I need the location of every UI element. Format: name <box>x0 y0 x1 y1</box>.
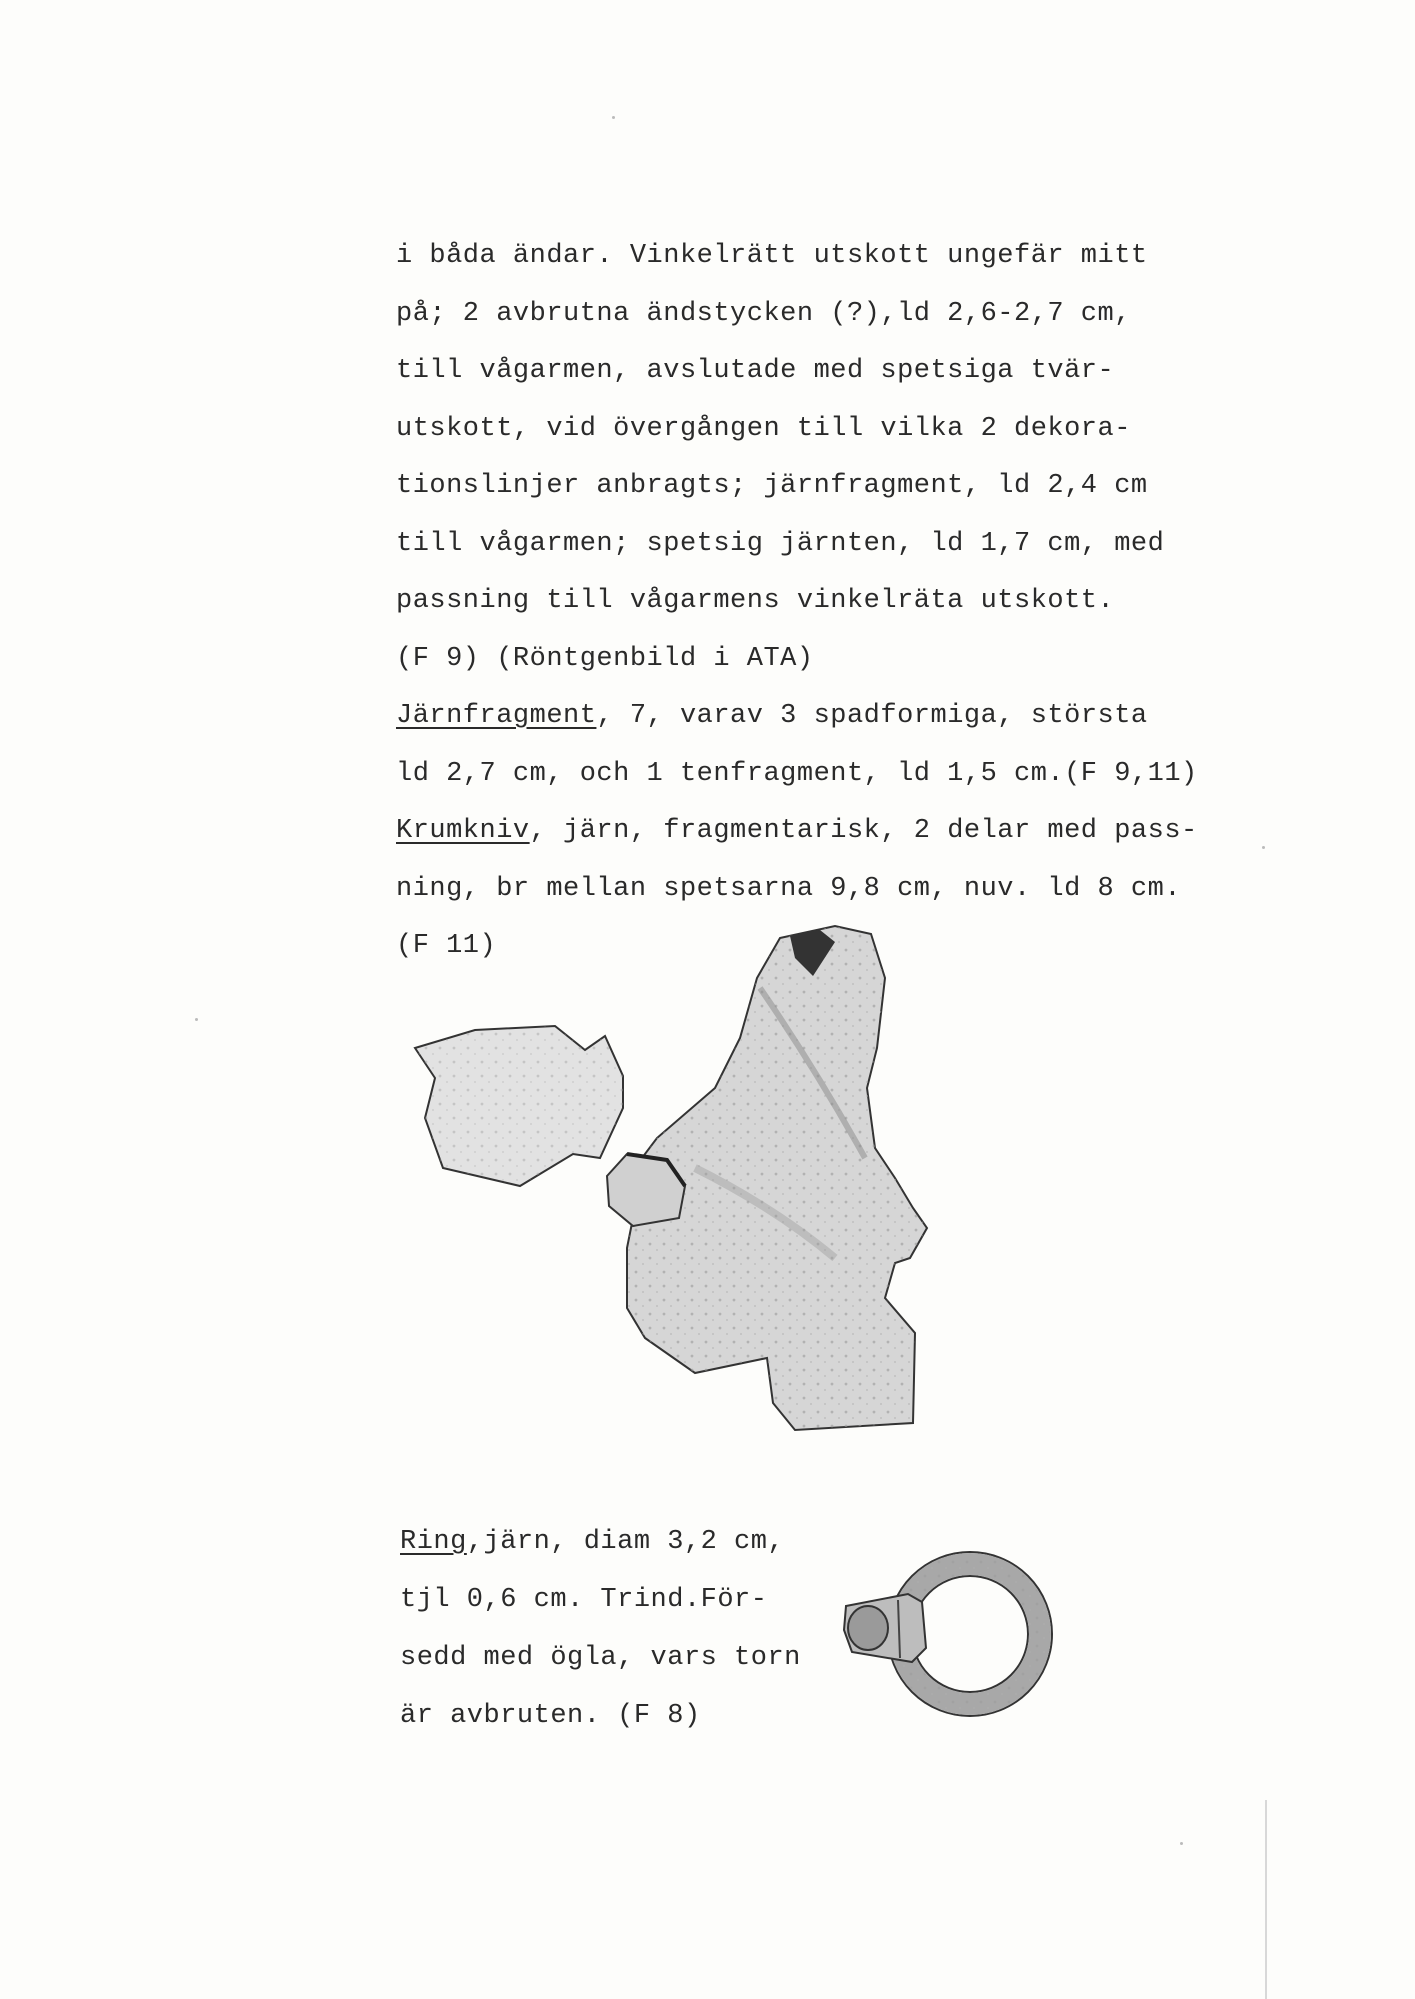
entry-term: Järnfragment <box>396 701 597 731</box>
entry-text: ,järn, diam 3,2 cm, <box>466 1527 785 1557</box>
ring-line <box>400 1513 840 1571</box>
entry-term: Ring <box>400 1527 467 1557</box>
entry-term: Krumkniv <box>396 816 530 846</box>
ring-drawing <box>838 1530 1068 1745</box>
main-text <box>396 228 1236 976</box>
text-line: tionslinjer anbragts; järnfragment, ld 2,4 cm <box>396 471 1148 501</box>
text-line: ning, br mellan spetsarna 9,8 cm, nuv. ld 8 cm. <box>396 873 1182 904</box>
paper-speck <box>612 116 615 119</box>
jarnfragment-entry <box>396 688 1236 746</box>
text-line: (F 9) (Röntgenbild i ATA) <box>396 643 814 674</box>
entry-text: , 7, varav 3 spadformiga, största <box>596 701 1148 731</box>
paper-speck <box>195 1018 198 1021</box>
text-line: till vågarmen, avslutade med spetsiga tvär- <box>396 356 1115 386</box>
krumkniv-drawing <box>395 918 1075 1466</box>
text-line: till vågarmen; spetsig järnten, ld 1,7 cm, med <box>396 528 1165 559</box>
krumkniv-entry <box>396 803 1236 861</box>
text-line: på; 2 avbrutna ändstycken (?),ld 2,6-2,7 cm, <box>396 298 1131 329</box>
text-line: utskott, vid övergången till vilka 2 dekora- <box>396 413 1131 444</box>
text-line: i båda ändar. Vinkelrätt utskott ungefär mitt <box>396 241 1148 271</box>
text-line: är avbruten. (F 8) <box>400 1701 701 1731</box>
text-line: sedd med ögla, vars torn <box>400 1643 801 1673</box>
paper-edge-mark <box>1265 1800 1267 1999</box>
ring-entry <box>400 1513 840 1745</box>
text-line: passning till vågarmens vinkelräta utskott. <box>396 586 1115 616</box>
text-line: tjl 0,6 cm. Trind.För- <box>400 1585 768 1615</box>
text-line: (F 11) <box>396 931 497 961</box>
paper-speck <box>1180 1842 1183 1845</box>
text-line: ld 2,7 cm, och 1 tenfragment, ld 1,5 cm.(F 9,11) <box>396 758 1198 789</box>
entry-text: , järn, fragmentarisk, 2 delar med pass- <box>529 816 1198 846</box>
paper-speck <box>1262 846 1265 849</box>
